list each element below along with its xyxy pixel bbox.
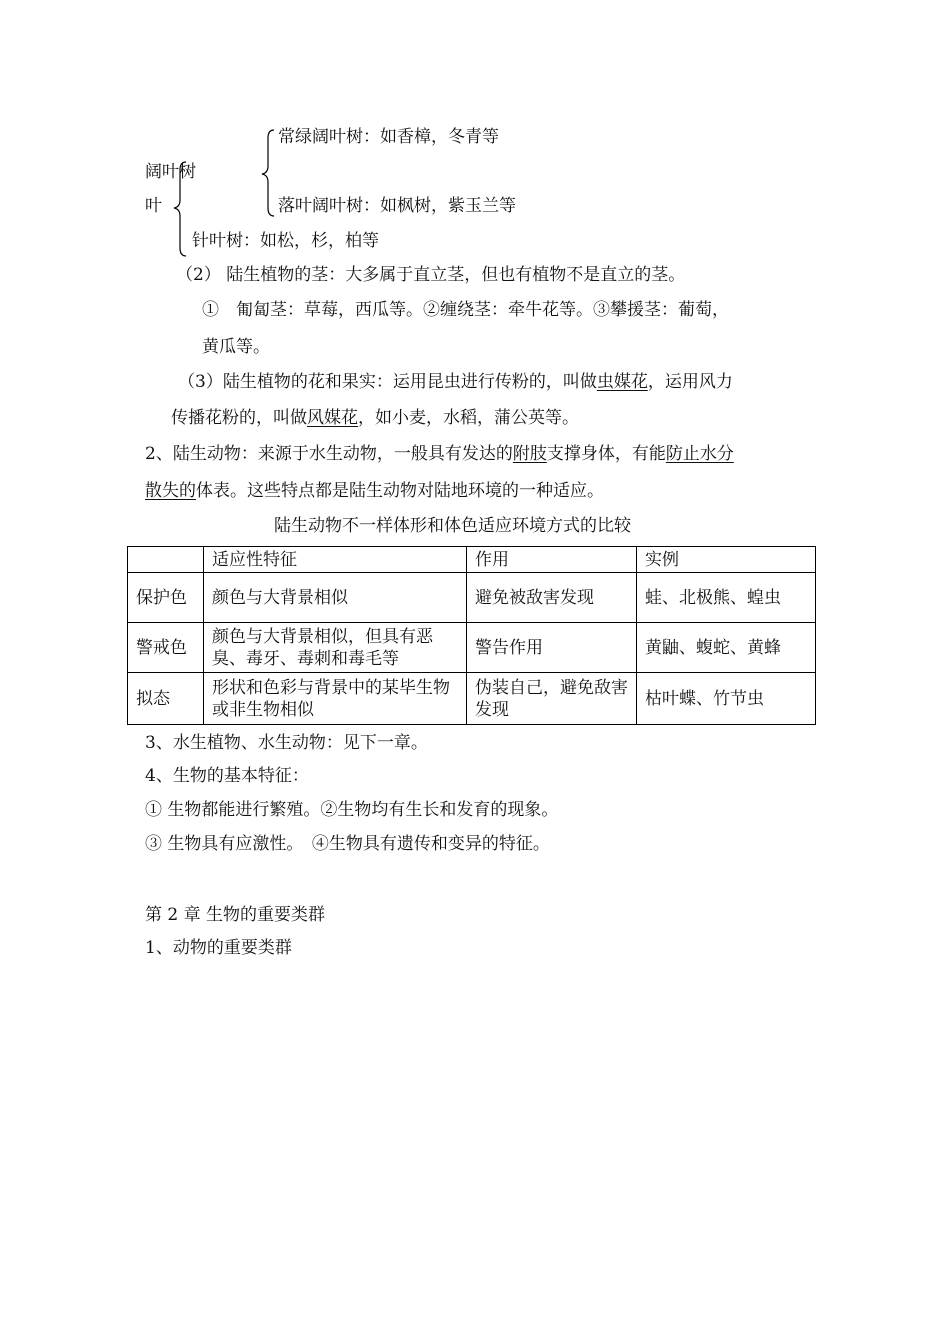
table-cell: 黄鼬、蝮蛇、黄蜂 (637, 623, 816, 673)
inner-brace (258, 128, 278, 218)
chapter-heading: 第 2 章 生物的重要类群 (145, 905, 326, 925)
deciduous-tree-line: 落叶阔叶树：如枫树，紫玉兰等 (278, 196, 516, 216)
table-row (128, 573, 816, 623)
table-cell: 警戒色 (128, 623, 204, 673)
table-cell: 颜色与大背景相似，但具有恶臭、毒牙、毒刺和毒毛等 (204, 623, 467, 673)
table-cell: 形状和色彩与背景中的某毕生物或非生物相似 (204, 673, 467, 725)
table-caption: 陆生动物不一样体形和体色适应环境方式的比较 (274, 516, 631, 536)
water-loss-term-a: 防止水分 (665, 444, 734, 464)
table-cell: 蛙、北极熊、蝗虫 (637, 573, 816, 623)
limbs-term: 附肢 (512, 444, 547, 464)
leaf-label: 叶 (145, 196, 162, 216)
table-header-row (128, 547, 816, 573)
table-cell: 颜色与大背景相似 (204, 573, 467, 623)
header-cell: 适应性特征 (204, 547, 467, 573)
flower-text-a: （3）陆生植物的花和果实：运用昆虫进行传粉的，叫做 (178, 372, 597, 392)
features-line-2: ③ 生物具有应激性。 ④生物具有遗传和变异的特征。 (145, 834, 550, 854)
features-line-1: ① 生物都能进行繁殖。②生物均有生长和发育的现象。 (145, 800, 559, 820)
basic-features-heading: 4、生物的基本特征： (145, 766, 309, 786)
table-cell: 伪装自己，避免敌害发现 (467, 673, 637, 725)
aquatic-line: 3、水生植物、水生动物：见下一章。 (145, 733, 428, 753)
table-cell: 保护色 (128, 573, 204, 623)
conifer-tree-line: 针叶树：如松，杉，柏等 (192, 231, 379, 251)
evergreen-tree-line: 常绿阔叶树：如香樟，冬青等 (278, 127, 499, 147)
stem-paragraph-line-2: ① 匍匐茎：草莓，西瓜等。②缠绕茎：牵牛花等。③攀援茎：葡萄， (202, 300, 729, 320)
animal-text-c: 体表。这些特点都是陆生动物对陆地环境的一种适应。 (196, 481, 604, 501)
flower-text-d: ，如小麦，水稻，蒲公英等。 (358, 408, 579, 428)
animal-text-b: 支撑身体，有能 (546, 444, 666, 464)
table-row (128, 673, 816, 725)
insect-pollinated-term: 虫媒花 (596, 372, 648, 392)
flower-paragraph-line-1 (178, 372, 733, 392)
header-cell (128, 547, 204, 573)
table-cell: 枯叶蝶、竹节虫 (637, 673, 816, 725)
table-cell: 拟态 (128, 673, 204, 725)
flower-paragraph-line-2 (171, 408, 579, 428)
animal-paragraph-line-2 (145, 481, 604, 501)
header-cell: 作用 (467, 547, 637, 573)
section-heading: 1、动物的重要类群 (145, 938, 292, 958)
flower-text-c: 传播花粉的，叫做 (171, 408, 307, 428)
stem-paragraph-line-1: （2） 陆生植物的茎：大多属于直立茎，但也有植物不是直立的茎。 (176, 265, 686, 285)
broadleaf-tree-label: 阔叶树 (145, 162, 196, 182)
header-cell: 实例 (637, 547, 816, 573)
table-cell: 警告作用 (467, 623, 637, 673)
wind-pollinated-term: 风媒花 (307, 408, 358, 428)
table-cell: 避免被敌害发现 (467, 573, 637, 623)
water-loss-term-b: 散失的 (145, 481, 196, 501)
animal-paragraph-line-1 (145, 444, 734, 464)
table-row (128, 623, 816, 673)
stem-paragraph-line-3: 黄瓜等。 (202, 337, 270, 357)
comparison-table (127, 546, 816, 725)
flower-text-b: ，运用风力 (647, 372, 733, 392)
animal-text-a: 2、陆生动物：来源于水生动物，一般具有发达的 (145, 444, 513, 464)
